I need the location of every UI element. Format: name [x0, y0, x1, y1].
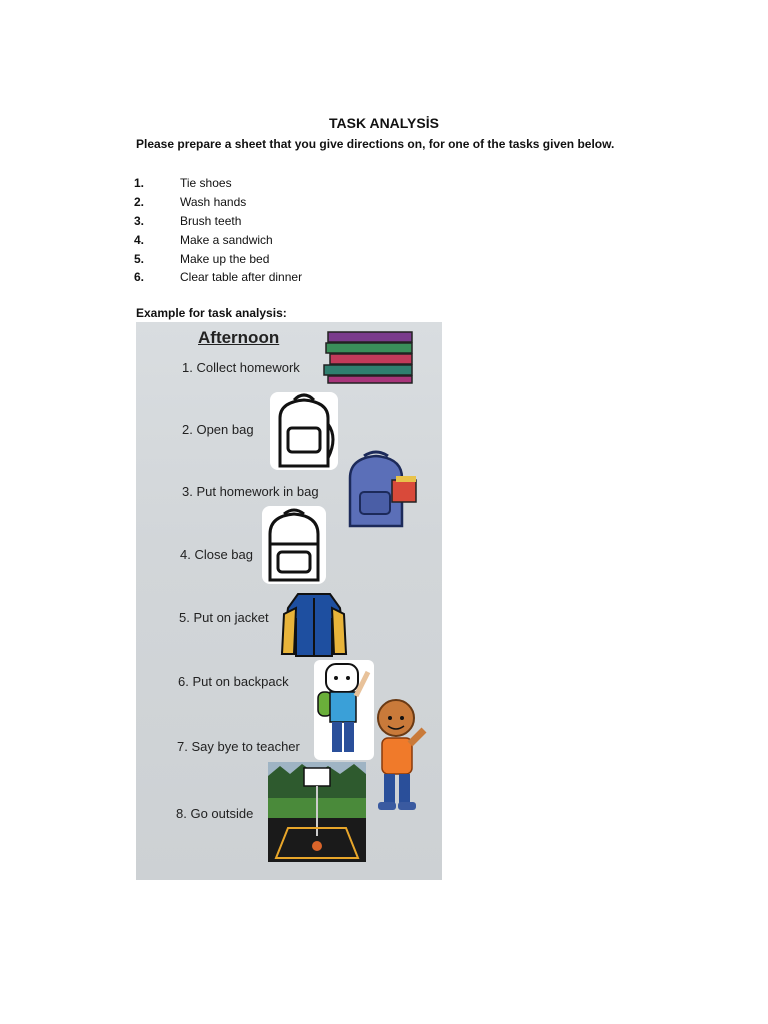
basketball-court-icon	[268, 762, 366, 862]
backpack-with-books-icon	[342, 448, 422, 532]
list-item	[134, 268, 302, 287]
task-number: 5.	[134, 251, 145, 266]
child-with-backpack-icon	[312, 658, 376, 762]
list-item	[134, 174, 302, 193]
step-5-label: 5. Put on jacket	[179, 610, 269, 625]
task-number: 2.	[134, 195, 145, 210]
open-backpack-icon	[266, 388, 342, 474]
instructions-text: Please prepare a sheet that you give directions on, for one of the tasks given below.	[136, 137, 615, 151]
task-number: 6.	[134, 270, 145, 285]
task-text: Clear table after dinner	[180, 270, 303, 285]
list-item	[134, 249, 302, 268]
step-6-label: 6. Put on backpack	[178, 674, 289, 689]
example-photo	[136, 322, 442, 880]
closed-backpack-icon	[260, 504, 328, 586]
task-text: Make a sandwich	[180, 232, 273, 247]
step-4-label: 4. Close bag	[180, 547, 253, 562]
task-number: 4.	[134, 232, 145, 247]
task-text: Tie shoes	[180, 176, 232, 191]
jacket-icon	[278, 588, 350, 660]
step-8-label: 8. Go outside	[176, 806, 254, 821]
task-text: Make up the bed	[180, 251, 270, 266]
task-number: 3.	[134, 213, 145, 228]
step-3-label: 3. Put homework in bag	[182, 484, 319, 499]
page-title: TASK ANALYSİS	[329, 115, 439, 131]
step-2-label: 2. Open bag	[182, 422, 254, 437]
task-number: 1.	[134, 176, 145, 191]
list-item	[134, 230, 302, 249]
photo-heading: Afternoon	[198, 328, 280, 347]
list-item	[134, 193, 302, 212]
books-icon	[322, 330, 418, 384]
waving-child-icon	[370, 696, 432, 814]
step-7-label: 7. Say bye to teacher	[177, 739, 300, 754]
task-list	[134, 174, 302, 287]
example-label: Example for task analysis:	[136, 306, 287, 320]
step-1-label: 1. Collect homework	[182, 360, 300, 375]
task-text: Wash hands	[180, 195, 247, 210]
task-text: Brush teeth	[180, 213, 242, 228]
list-item	[134, 212, 302, 231]
